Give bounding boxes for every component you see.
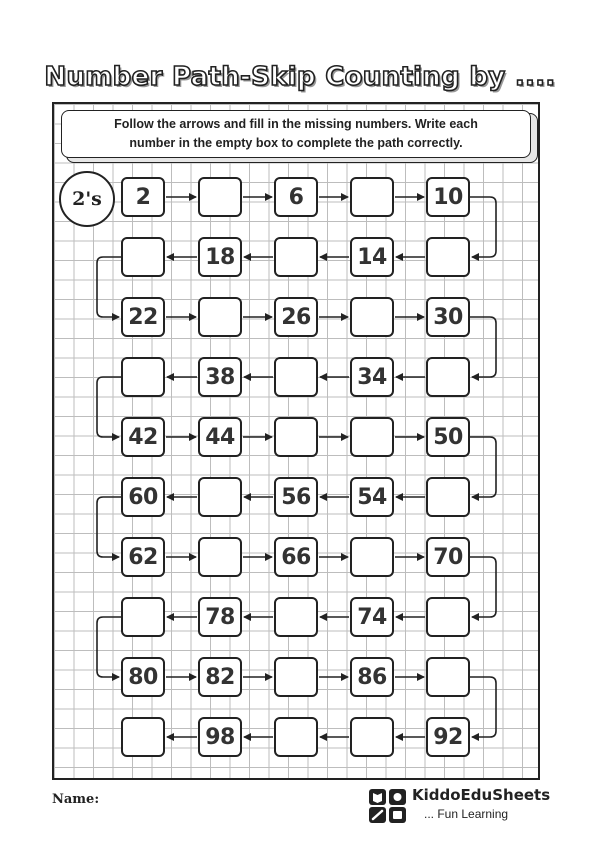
number-box[interactable] bbox=[350, 177, 394, 217]
number-box: 50 bbox=[426, 417, 470, 457]
number-box: 22 bbox=[121, 297, 165, 337]
number-box[interactable] bbox=[350, 297, 394, 337]
number-box: 70 bbox=[426, 537, 470, 577]
number-box: 66 bbox=[274, 537, 318, 577]
instructions-box bbox=[61, 110, 531, 158]
number-box: 56 bbox=[274, 477, 318, 517]
number-box: 54 bbox=[350, 477, 394, 517]
number-box: 92 bbox=[426, 717, 470, 757]
number-box: 2 bbox=[121, 177, 165, 217]
number-box: 38 bbox=[198, 357, 242, 397]
number-box[interactable] bbox=[121, 597, 165, 637]
number-box: 62 bbox=[121, 537, 165, 577]
number-box[interactable] bbox=[198, 537, 242, 577]
number-box: 42 bbox=[121, 417, 165, 457]
brand-logo bbox=[368, 786, 558, 826]
number-box[interactable] bbox=[350, 417, 394, 457]
number-box: 78 bbox=[198, 597, 242, 637]
brand-logo-icon bbox=[368, 788, 408, 824]
number-box: 44 bbox=[198, 417, 242, 457]
number-box[interactable] bbox=[274, 657, 318, 697]
page-title: Number Path-Skip Counting by .... bbox=[44, 62, 556, 92]
number-box[interactable] bbox=[350, 537, 394, 577]
number-box[interactable] bbox=[198, 177, 242, 217]
number-box: 18 bbox=[198, 237, 242, 277]
number-box[interactable] bbox=[198, 477, 242, 517]
number-box: 14 bbox=[350, 237, 394, 277]
number-box: 6 bbox=[274, 177, 318, 217]
skip-count-badge: 2's bbox=[59, 171, 115, 227]
number-box[interactable] bbox=[274, 357, 318, 397]
number-box[interactable] bbox=[350, 717, 394, 757]
brand-name: KiddoEduSheets bbox=[412, 786, 551, 804]
number-box: 34 bbox=[350, 357, 394, 397]
number-box[interactable] bbox=[426, 657, 470, 697]
number-box[interactable] bbox=[274, 417, 318, 457]
name-label: Name: bbox=[52, 792, 100, 807]
number-box: 26 bbox=[274, 297, 318, 337]
number-box[interactable] bbox=[274, 717, 318, 757]
number-box: 30 bbox=[426, 297, 470, 337]
number-box[interactable] bbox=[198, 297, 242, 337]
number-box: 98 bbox=[198, 717, 242, 757]
number-box: 60 bbox=[121, 477, 165, 517]
number-box[interactable] bbox=[121, 237, 165, 277]
number-box: 10 bbox=[426, 177, 470, 217]
instructions-line-2: number in the empty box to complete the path correctly. bbox=[129, 136, 463, 150]
number-box: 86 bbox=[350, 657, 394, 697]
number-box: 80 bbox=[121, 657, 165, 697]
number-box[interactable] bbox=[426, 477, 470, 517]
brand-tagline: ... Fun Learning bbox=[424, 807, 509, 821]
number-box[interactable] bbox=[121, 717, 165, 757]
number-box[interactable] bbox=[121, 357, 165, 397]
number-box[interactable] bbox=[274, 597, 318, 637]
number-box[interactable] bbox=[426, 237, 470, 277]
number-box: 74 bbox=[350, 597, 394, 637]
number-box[interactable] bbox=[274, 237, 318, 277]
number-box: 82 bbox=[198, 657, 242, 697]
number-box[interactable] bbox=[426, 597, 470, 637]
number-box[interactable] bbox=[426, 357, 470, 397]
instructions-line-1: Follow the arrows and fill in the missing numbers. Write each bbox=[114, 117, 478, 131]
